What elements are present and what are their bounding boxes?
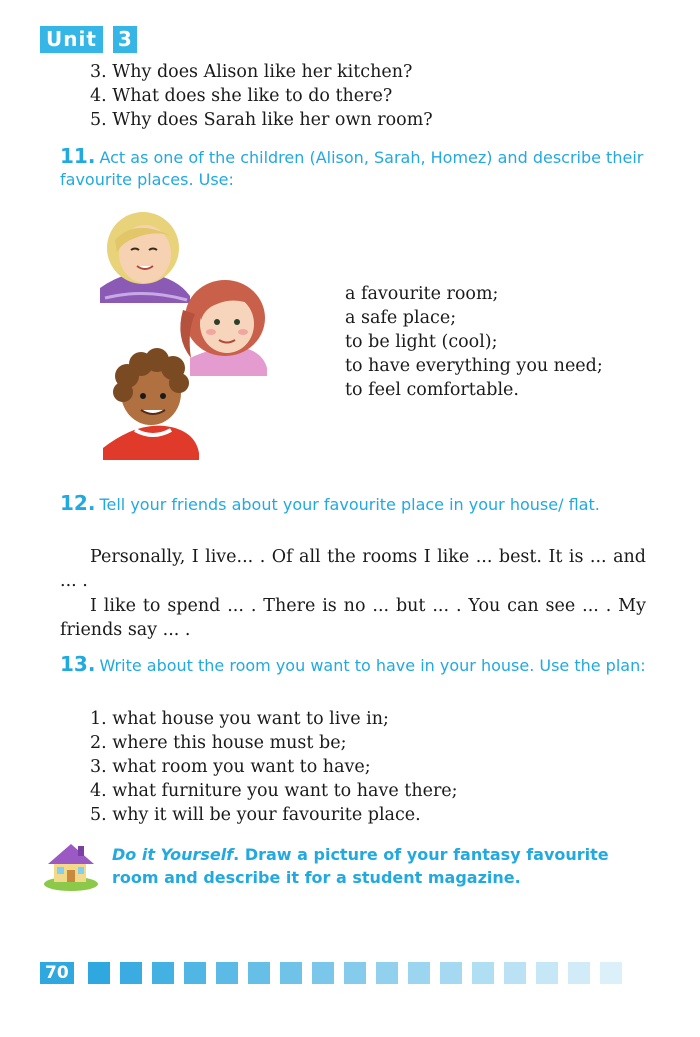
- strip-square: [568, 962, 590, 984]
- strip-square: [120, 962, 142, 984]
- strip-square: [280, 962, 302, 984]
- plan-list: [90, 707, 458, 827]
- unit-badge: [40, 25, 137, 53]
- list-item: 1. what house you want to live in;: [90, 709, 389, 729]
- list-item: 3. what room you want to have;: [90, 757, 371, 777]
- diy-lead: Do it Yourself: [112, 845, 234, 864]
- house-icon: [42, 840, 100, 892]
- task-11-instruction: [60, 145, 646, 191]
- boy-curly-icon: [103, 348, 199, 460]
- strip-square: [344, 962, 366, 984]
- paragraph-2: I like to spend ... . There is no ... but ... . You can see ... . My friends say ... .: [60, 596, 646, 640]
- task-text: Act as one of the children (Alison, Sarah, Homez) and describe their favourite places. Use:: [60, 148, 644, 189]
- task-text: Tell your friends about your favourite place in your house/ flat.: [99, 495, 600, 514]
- list-item: 5. Why does Sarah like her own room?: [90, 110, 433, 130]
- strip-square: [376, 962, 398, 984]
- strip-square: [536, 962, 558, 984]
- list-item: a safe place;: [345, 308, 457, 328]
- page-number: 70: [40, 962, 74, 984]
- list-item: 4. what furniture you want to have there;: [90, 781, 458, 801]
- question-list: [90, 60, 433, 132]
- decorative-strip: [88, 962, 622, 984]
- paragraph-1: Personally, I live... . Of all the rooms I like ... best. It is ... and ... .: [60, 547, 646, 591]
- do-it-yourself-instruction: [112, 843, 644, 889]
- list-item: 2. where this house must be;: [90, 733, 347, 753]
- strip-square: [312, 962, 334, 984]
- task-number: 13.: [60, 652, 96, 676]
- unit-number: 3: [113, 26, 137, 53]
- list-item: to have everything you need;: [345, 356, 603, 376]
- unit-label: Unit: [40, 26, 103, 53]
- task-number: 11.: [60, 144, 96, 168]
- page-footer: [40, 962, 622, 984]
- strip-square: [504, 962, 526, 984]
- list-item: a favourite room;: [345, 284, 499, 304]
- strip-square: [216, 962, 238, 984]
- strip-square: [472, 962, 494, 984]
- strip-square: [88, 962, 110, 984]
- phrase-list: [345, 282, 603, 402]
- task-13-instruction: [60, 653, 646, 677]
- strip-square: [408, 962, 430, 984]
- strip-square: [248, 962, 270, 984]
- diy-text: . Draw a picture of your fantasy favourite room and describe it for a student magazine.: [112, 845, 609, 887]
- strip-square: [184, 962, 206, 984]
- list-item: 5. why it will be your favourite place.: [90, 805, 421, 825]
- strip-square: [600, 962, 622, 984]
- list-item: 3. Why does Alison like her kitchen?: [90, 62, 413, 82]
- children-illustration: [95, 208, 275, 460]
- list-item: 4. What does she like to do there?: [90, 86, 393, 106]
- list-item: to feel comfortable.: [345, 380, 519, 400]
- girl-redhead-icon: [180, 280, 267, 376]
- task-12-instruction: [60, 492, 646, 516]
- girl-blonde-icon: [100, 212, 190, 303]
- task-number: 12.: [60, 491, 96, 515]
- strip-square: [152, 962, 174, 984]
- strip-square: [440, 962, 462, 984]
- task-text: Write about the room you want to have in your house. Use the plan:: [99, 656, 646, 675]
- list-item: to be light (cool);: [345, 332, 498, 352]
